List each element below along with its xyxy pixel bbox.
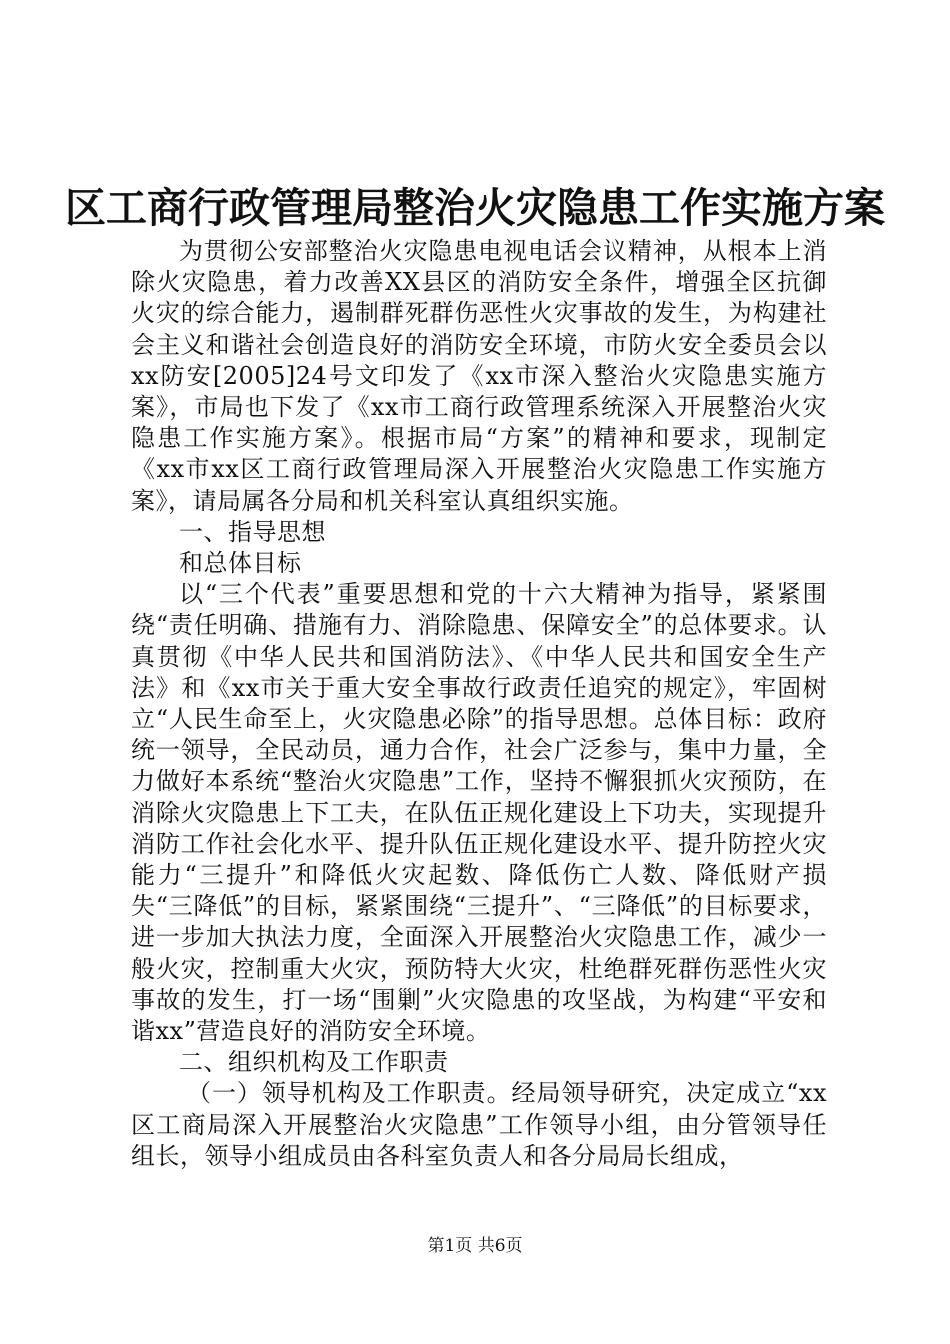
guiding-thought-paragraph: 以“三个代表”重要思想和党的十六大精神为指导，紧紧围绕“责任明确、措施有力、消除隐患、保障安全”的总体要求。认真贯彻《中华人民共和国消防法》、《中华人民共和国安全生产法》和《xx市关于重大安全事故行政责任追究的规定》，牢固树立“人民生命至上，火灾隐患必除”的指导思想。总体目标：政府统一领导，全民动员，通力合作，社会广泛参与，集中力量，全力做好本系统“整治火灾隐患”工作，坚持不懈狠抓火灾预防，在消除火灾隐患上下工夫，在队伍正规化建设上下功夫，实现提升消防工作社会化水平、提升队伍正规化建设水平、提升防控火灾能力“三提升”和降低火灾起数、降低伤亡人数、降低财产损失“三降低”的目标，紧紧围绕“三提升”、“三降低”的目标要求，进一步加大执法力度，全面深入开展整治火灾隐患工作，减少一般火灾，控制重大火灾，预防特大火灾，杜绝群死群伤恶性火灾事故的发生，打一场“围剿”火灾隐患的攻坚战，为构建“平安和谐xx”营造良好的消防安全环境。: [131, 580, 827, 1046]
leadership-paragraph: （一）领导机构及工作职责。经局领导研究，决定成立“xx区工商局深入开展整治火灾隐患”工作领导小组，由分管领导任组长，领导小组成员由各科室负责人和各分局局长组成，: [131, 1079, 827, 1170]
document-body: [131, 236, 827, 1172]
section-heading-overall-goal: 和总体目标: [179, 549, 302, 578]
section-heading-organization: 二、组织机构及工作职责: [179, 1048, 449, 1077]
document-title: 区工商行政管理局整治火灾隐患工作实施方案: [65, 184, 885, 232]
page-number-footer: 第1页 共6页: [427, 1236, 523, 1256]
intro-paragraph: 为贯彻公安部整治火灾隐患电视电话会议精神，从根本上消除火灾隐患，着力改善XX县区的消防安全条件，增强全区抗御火灾的综合能力，遏制群死群伤恶性火灾事故的发生，为构建社会主义和谐社会创造良好的消防安全环境，市防火安全委员会以xx防安[2005]24号文印发了《xx市深入整治火灾隐患实施方案》，市局也下发了《xx市工商行政管理系统深入开展整治火灾隐患工作实施方案》。根据市局“方案”的精神和要求，现制定《xx市xx区工商行政管理局深入开展整治火灾隐患工作实施方案》，请局属各分局和机关科室认真组织实施。: [131, 237, 827, 515]
section-heading-guiding-thought: 一、指导思想: [179, 517, 326, 546]
